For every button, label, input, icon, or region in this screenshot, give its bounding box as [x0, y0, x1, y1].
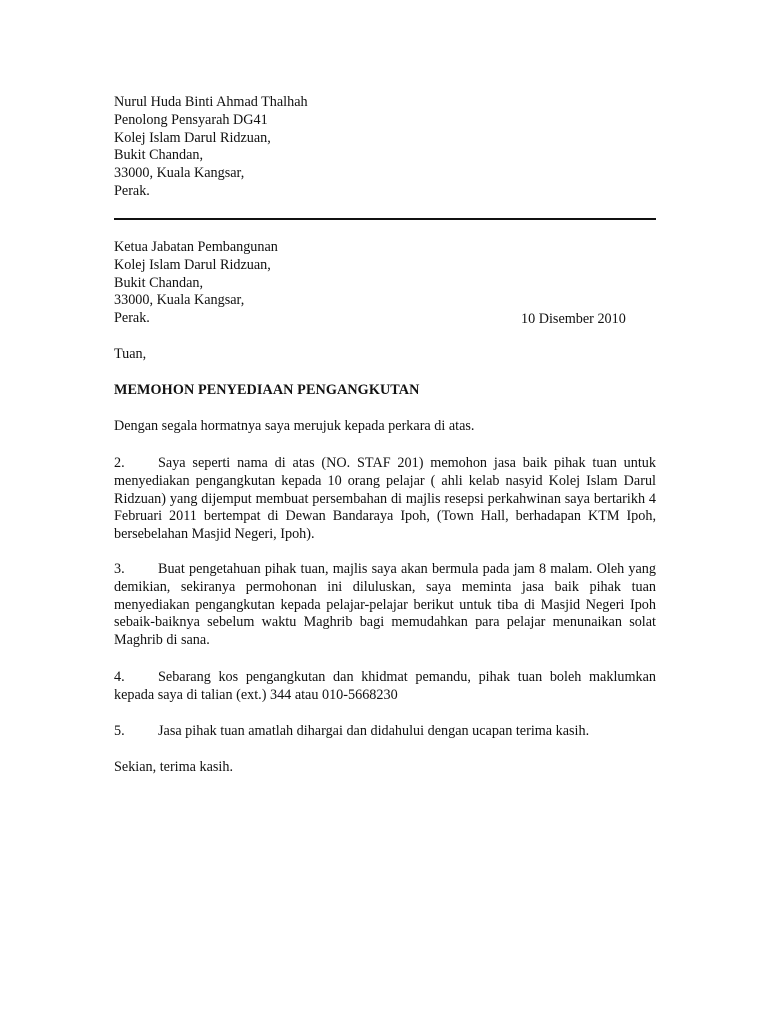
paragraph-5 [114, 723, 656, 741]
sender-address-line: Perak. [114, 182, 150, 199]
paragraph-2 [114, 455, 656, 544]
paragraph-text: Saya seperti nama di atas (NO. STAF 201) memohon jasa baik pihak tuan untuk menyediakan pengangkutan kepada 10 orang pelajar ( ahli kelab nasyid Kolej Islam Darul Ridzuan) yang dijemput membuat persembahan di majlis resepsi perkahwinan saya bertarikh 4 Februari 2011 bertempat di Dewan Bandaraya Ipoh, (Town Hall, berhadapan KTM Ipoh, bersebelahan Masjid Negeri, Ipoh). [114, 455, 656, 543]
subject-heading: MEMOHON PENYEDIAAN PENGANGKUTAN [114, 382, 420, 398]
sender-address-line: 33000, Kuala Kangsar, [114, 165, 245, 182]
sender-position: Penolong Pensyarah DG41 [114, 111, 268, 128]
sender-address [114, 94, 656, 201]
sender-name: Nurul Huda Binti Ahmad Thalhah [114, 94, 308, 110]
recipient-address-line: Perak. [114, 310, 150, 327]
letter-date: 10 Disember 2010 [521, 311, 626, 327]
recipient-address-line: Kolej Islam Darul Ridzuan, [114, 256, 271, 273]
recipient-title: Ketua Jabatan Pembangunan [114, 239, 278, 255]
paragraph-number: 4. [114, 669, 125, 685]
paragraph-number: 3. [114, 561, 125, 577]
paragraph-text: Sebarang kos pengangkutan dan khidmat pemandu, pihak tuan boleh maklumkan kepada saya di talian (ext.) 344 atau 010-5668230 [114, 669, 656, 703]
paragraph-number: 2. [114, 455, 125, 471]
intro-text: Dengan segala hormatnya saya merujuk kepada perkara di atas. [114, 418, 475, 434]
recipient-address-line: Bukit Chandan, [114, 274, 204, 291]
paragraph-4 [114, 669, 656, 705]
closing: Sekian, terima kasih. [114, 759, 233, 775]
recipient-address-line: 33000, Kuala Kangsar, [114, 292, 245, 309]
paragraph-text: Buat pengetahuan pihak tuan, majlis saya akan bermula pada jam 8 malam. Oleh yang demikian, sekiranya permohonan ini diluluskan, saya meminta jasa baik pihak tuan menyediakan pengangkutan kepada pelajar-pelajar berikut untuk tiba di Masjid Negeri Ipoh sebaik-baiknya sebelum waktu Maghrib bagi memudahkan para pelajar menunaikan solat Maghrib di sana. [114, 561, 656, 649]
paragraph-number: 5. [114, 723, 125, 739]
paragraph-3 [114, 561, 656, 650]
sender-address-line: Kolej Islam Darul Ridzuan, [114, 129, 271, 146]
header-divider [114, 218, 656, 220]
paragraph-text: Jasa pihak tuan amatlah dihargai dan didahului dengan ucapan terima kasih. [158, 723, 590, 739]
sender-address-line: Bukit Chandan, [114, 147, 204, 164]
salutation: Tuan, [114, 346, 147, 362]
